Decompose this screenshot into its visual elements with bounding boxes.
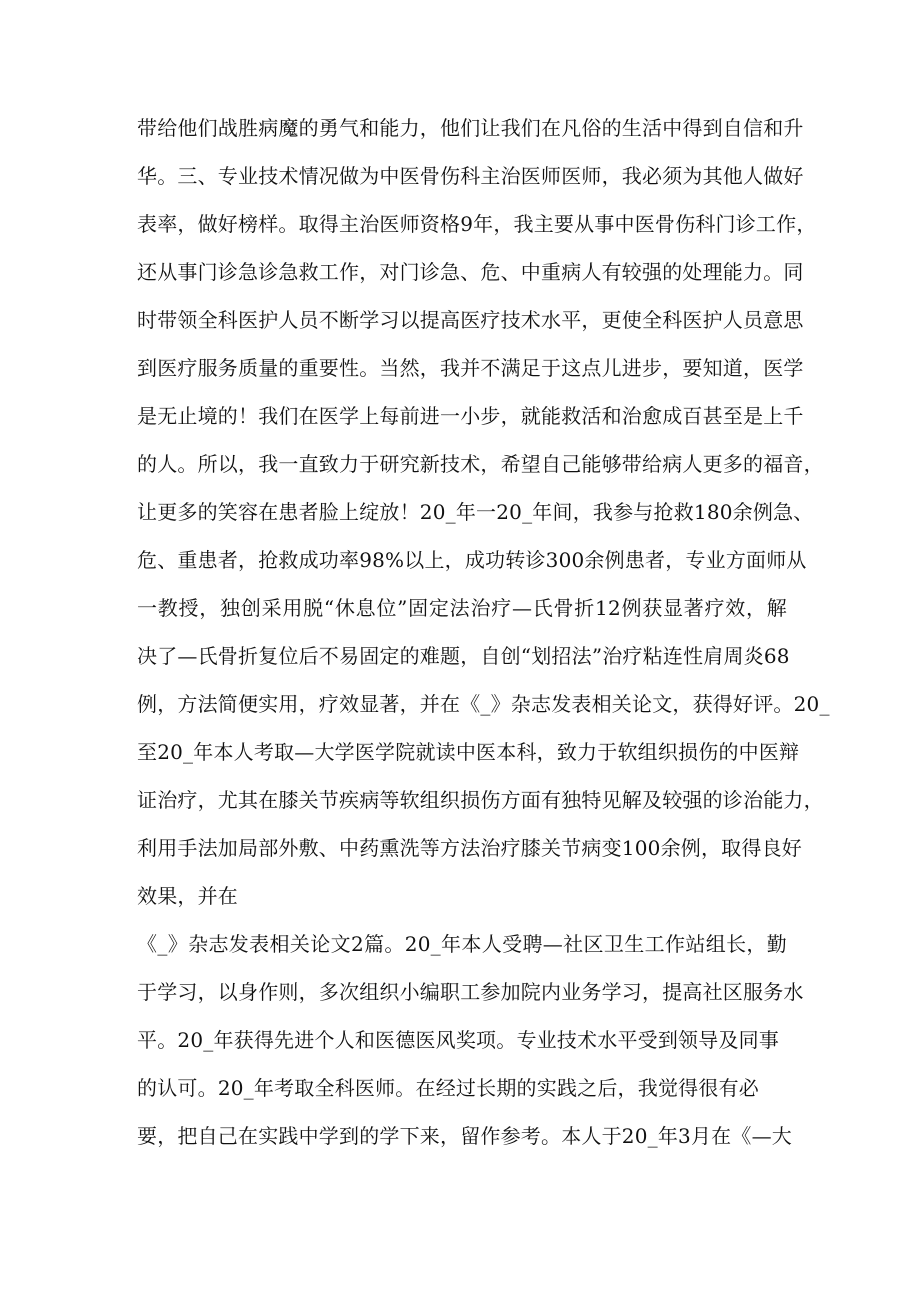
text-line-3: 表率，做好榜样。取得主治医师资格9年，我主要从事中医骨伤科门诊工作， [137,212,817,236]
text-line-8: 的人。所以，我一直致力于研究新技术，希望自己能够带给病人更多的福音， [137,452,824,476]
text-line-16: 利用手法加局部外敷、中药熏洗等方法治疗膝关节病变100余例，取得良好 [137,836,802,860]
text-line-9: 让更多的笑容在患者脸上绽放！20_年一20_年间，我参与抢救180余例急、 [137,500,814,524]
text-line-2: 华。三、专业技术情况做为中医骨伤科主治医师医师，我必须为其他人做好 [137,164,804,188]
text-line-20: 平。20_年获得先进个人和医德医风奖项。专业技术水平受到领导及同事 [137,1028,780,1052]
text-line-10: 危、重患者，抢救成功率98%以上，成功转诊300余例患者，专业方面师从 [137,548,807,572]
text-line-14: 至20_年本人考取—大学医学院就读中医本科，致力于软组织损伤的中医辩 [137,740,800,764]
text-line-5: 时带领全科医护人员不断学习以提高医疗技术水平，更使全科医护人员意思 [137,308,804,332]
text-line-6: 到医疗服务质量的重要性。当然，我并不满足于这点儿进步，要知道，医学 [137,356,804,380]
text-line-7: 是无止境的！我们在医学上每前进一小步，就能救活和治愈成百甚至是上千 [137,404,804,428]
text-line-15: 证治疗，尤其在膝关节疾病等软组织损伤方面有独特见解及较强的诊治能力， [137,788,824,812]
text-line-18: 《_》杂志发表相关论文2篇。20_年本人受聘—社区卫生工作站组长，勤 [137,932,787,956]
text-line-12: 决了—氏骨折复位后不易固定的难题，自创“划招法”治疗粘连性肩周炎68 [137,644,790,668]
text-line-19: 于学习，以身作则，多次组织小编职工参加院内业务学习，提高社区服务水 [137,980,804,1004]
text-line-4: 还从事门诊急诊急救工作，对门诊急、危、中重病人有较强的处理能力。同 [137,260,804,284]
text-line-22: 要，把自己在实践中学到的学下来，留作参考。本人于20_年3月在《—大 [137,1124,792,1148]
text-line-17: 效果，并在 [137,884,238,908]
text-line-1: 带给他们战胜病魔的勇气和能力，他们让我们在凡俗的生活中得到自信和升 [137,116,804,140]
text-line-21: 的认可。20_年考取全科医师。在经过长期的实践之后，我觉得很有必 [137,1076,759,1100]
text-line-11: 一教授，独创采用脱“休息位”固定法治疗—氏骨折12例获显著疗效，解 [137,596,787,620]
text-line-13: 例，方法简便实用，疗效显著，并在《_》杂志发表相关论文，获得好评。20_ [137,692,830,716]
